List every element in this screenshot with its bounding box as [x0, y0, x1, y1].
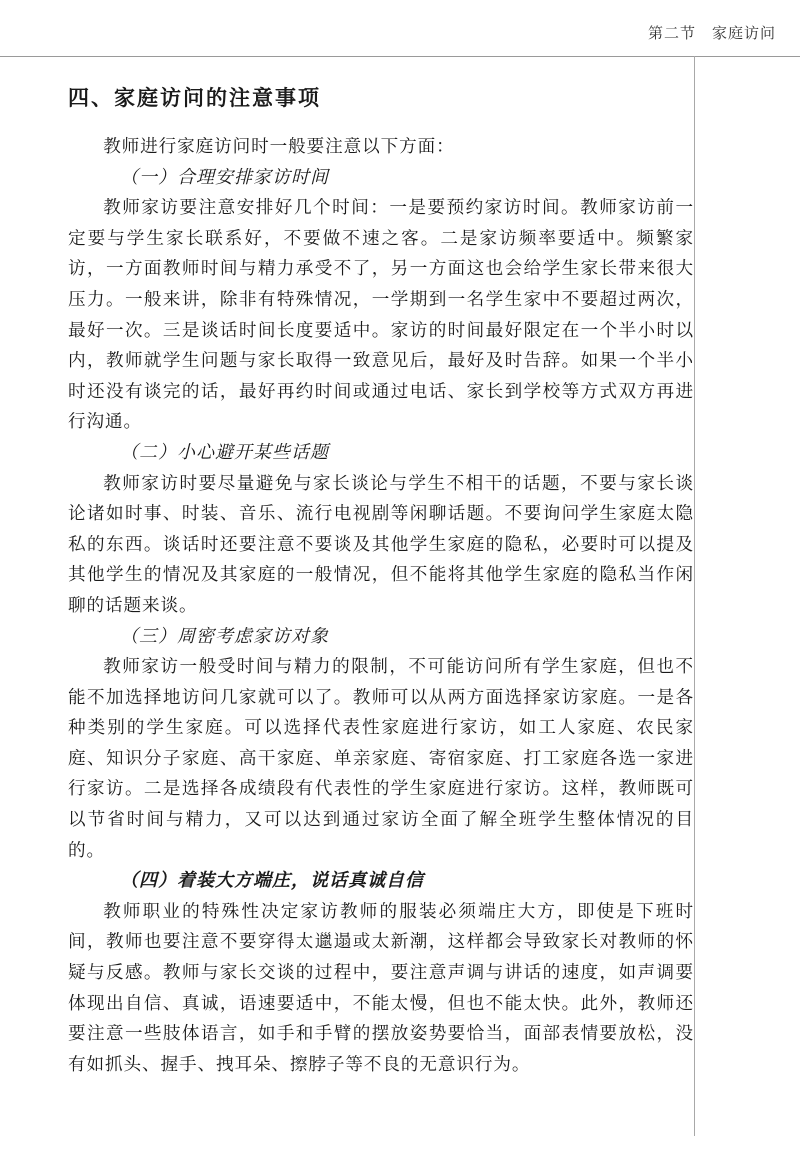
running-header: [648, 22, 776, 43]
header-rule: [0, 56, 800, 57]
subheading-2: （二）小心避开某些话题: [120, 441, 329, 463]
paragraph-3: 教师家访一般受时间与精力的限制，不可能访问所有学生家庭，但也不能不加选择地访问几家就可以了。教师可以从两方面选择家访家庭。一是各种类别的学生家庭。可以选择代表性家庭进行家访，如工人家庭、农民家庭、知识分子家庭、高干家庭、单亲家庭、寄宿家庭、打工家庭各选一家进行家访。二是选择各成绩段有代表性的学生家庭进行家访。这样，教师既可以节省时间与精力，又可以达到通过家访全面了解全班学生整体情况的目的。: [68, 657, 694, 861]
section-heading: 四、家庭访问的注意事项: [68, 86, 321, 110]
subheading-1: （一）合理安排家访时间: [120, 166, 329, 188]
intro-paragraph: 教师进行家庭访问时一般要注意以下方面：: [103, 137, 455, 157]
running-header-section: 第二节: [647, 24, 696, 42]
page-body: [68, 82, 694, 1080]
subheading-3: （三）周密考虑家访对象: [120, 625, 329, 647]
paragraph-2: 教师家访时要尽量避免与家长谈论与学生不相干的话题，不要与家长谈论诸如时事、时装、音乐、流行电视剧等闲聊话题。不要询问学生家庭太隐私的东西。谈话时还要注意不要谈及其他学生家庭的隐私，必要时可以提及其他学生的情况及其家庭的一般情况，但不能将其他学生家庭的隐私当作闲聊的话题来谈。: [68, 473, 694, 616]
paragraph-1: 教师家访要注意安排好几个时间：一是要预约家访时间。教师家访前一定要与学生家长联系好，不要做不速之客。二是家访频率要适中。频繁家访，一方面教师时间与精力承受不了，另一方面这也会给学生家长带来很大压力。一般来讲，除非有特殊情况，一学期到一名学生家中不要超过两次，最好一次。三是谈话时间长度要适中。家访的时间最好限定在一个半小时以内，教师就学生问题与家长取得一致意见后，最好及时告辞。如果一个半小时还没有谈完的话，最好再约时间或通过电话、家长到学校等方式双方再进行沟通。: [68, 198, 694, 433]
margin-rule: [694, 56, 695, 1136]
running-header-title: 家庭访问: [711, 24, 776, 42]
subheading-4: （四）着装大方端庄，说话真诚自信: [120, 870, 424, 892]
paragraph-4: 教师职业的特殊性决定家访教师的服装必须端庄大方，即使是下班时间，教师也要注意不要穿得太邋遢或太新潮，这样都会导致家长对教师的怀疑与反感。教师与家长交谈的过程中，要注意声调与讲话的速度，如声调要体现出自信、真诚，语速要适中，不能太慢，但也不能太快。此外，教师还要注意一些肢体语言，如手和手臂的摆放姿势要恰当，面部表情要放松，没有如抓头、握手、拽耳朵、擦脖子等不良的无意识行为。: [68, 901, 694, 1075]
